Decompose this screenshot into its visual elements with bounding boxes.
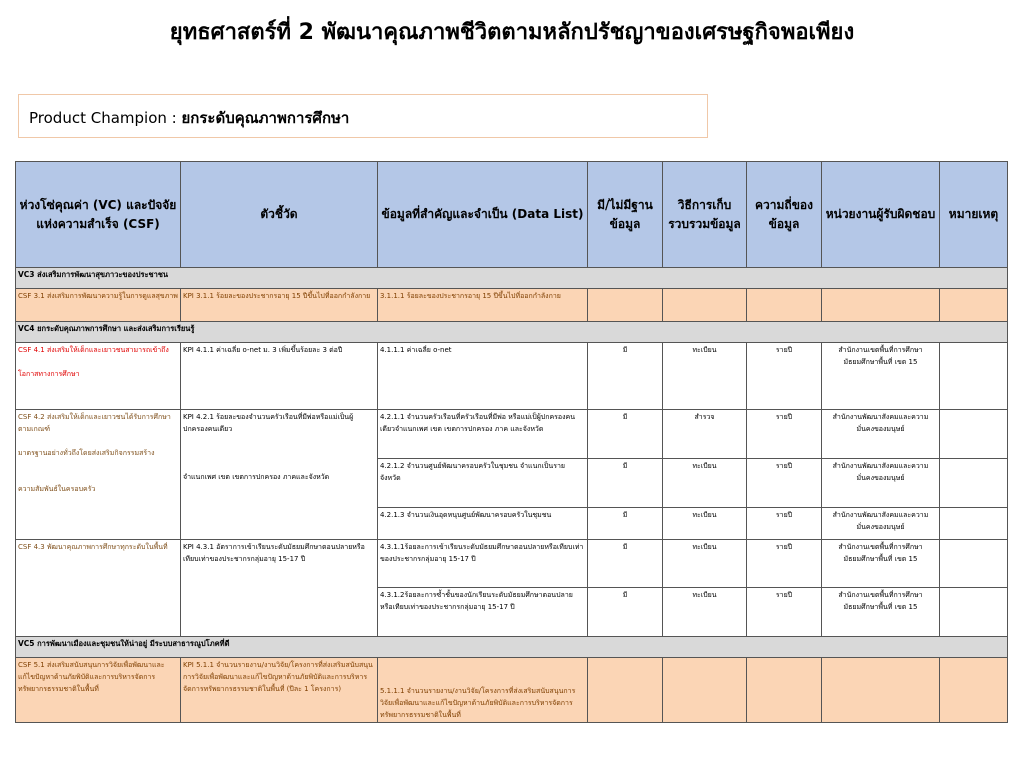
kpi-4-2-1-line2: จำแนกเพศ เขต เขตการปกครอง ภาคและจังหวัด (183, 473, 330, 481)
csf-4-1-line1: CSF 4.1 ส่งเสริมให้เด็กและเยาวชนสามารถเข้าถึง (18, 346, 169, 354)
data-5-1-1-1: 5.1.1.1 จำนวนรายงาน/งานวิจัย/โครงการที่ส่งเสริมสนับสนุนการวิจัยเพื่อพัฒนาและแก้ไขปัญหาด้านภัยพิบัติและการบริหารจัดการทรัพยากรธรรมชาติในพื้นที่ (378, 658, 588, 723)
cell-has: มี (588, 540, 663, 588)
table-row (16, 289, 1008, 322)
cell-unit: สำนักงานเขตพื้นที่การศึกษามัธยมศึกษาพื้นที่ เขต 15 (822, 343, 940, 410)
header-kpi: ตัวชี้วัด (181, 162, 378, 268)
kpi-4-3-1: KPI 4.3.1 อัตราการเข้าเรียนระดับมัธยมศึกษาตอนปลายหรือเทียบเท่าของประชากรกลุ่มอายุ 15-17 ปี (181, 540, 378, 637)
header-row (16, 162, 1008, 268)
cell-has: มี (588, 410, 663, 459)
cell-frequency: รายปี (747, 588, 822, 637)
product-champion-box (18, 94, 708, 138)
section-row-vc3 (16, 268, 1008, 289)
cell-has: มี (588, 588, 663, 637)
cell-method: ทะเบียน (663, 588, 747, 637)
data-4-2-1-3: 4.2.1.3 จำนวนเงินอุดหนุนศูนย์พัฒนาครอบครัวในชุมชน (378, 508, 588, 540)
champion-label: Product Champion : (29, 109, 182, 127)
csf-4-1 (16, 343, 181, 410)
strategy-table (15, 161, 1008, 723)
page-title: ยุทธศาสตร์ที่ 2 พัฒนาคุณภาพชีวิตตามหลักปรัชญาของเศรษฐกิจพอเพียง (169, 20, 855, 45)
section-vc3: VC3 ส่งเสริมการพัฒนาสุขภาวะของประชาชน (16, 268, 1008, 289)
data-4-3-1-1: 4.3.1.1ร้อยละการเข้าเรียนระดับมัธยมศึกษาตอนปลายหรือเทียบเท่าของประชากรกลุ่มอายุ 15-17 ปี (378, 540, 588, 588)
section-row-vc4 (16, 322, 1008, 343)
csf-4-2-line1: CSF 4.2 ส่งเสริมให้เด็กและเยาวชนได้รับการศึกษาตามเกณฑ์ (18, 413, 171, 433)
cell-method: ทะเบียน (663, 508, 747, 540)
csf-4-1-line2: โอกาสทางการศึกษา (18, 370, 80, 378)
cell-method: ทะเบียน (663, 343, 747, 410)
csf-4-2-line2: มาตรฐานอย่างทั่วถึงโดยส่งเสริมกิจกรรมสร้าง (18, 449, 155, 457)
data-4-3-1-2: 4.3.1.2ร้อยละการซ้ำชั้นของนักเรียนระดับมัธยมศึกษาตอนปลายหรือเทียบเท่าของประชากรกลุ่มอายุ 15-17 ปี (378, 588, 588, 637)
cell-unit: สำนักงานพัฒนาสังคมและความมั่นคงของมนุษย์ (822, 508, 940, 540)
table-row (16, 343, 1008, 410)
cell-unit: สำนักงานเขตพื้นที่การศึกษามัธยมศึกษาพื้นที่ เขต 15 (822, 588, 940, 637)
cell-frequency: รายปี (747, 459, 822, 508)
table-row (16, 658, 1008, 723)
cell-unit: สำนักงานเขตพื้นที่การศึกษามัธยมศึกษาพื้นที่ เขต 15 (822, 540, 940, 588)
cell-has: มี (588, 343, 663, 410)
cell-frequency: รายปี (747, 410, 822, 459)
data-4-1-1-1: 4.1.1.1 ค่าเฉลี่ย o-net (378, 343, 588, 410)
cell-has: มี (588, 508, 663, 540)
cell-has: มี (588, 459, 663, 508)
csf-5-1: CSF 5.1 ส่งเสริมสนับสนุนการวิจัยเพื่อพัฒนาและแก้ไขปัญหาด้านภัยพิบัติและการบริหารจัดการทรัพยากรธรรมชาติในพื้นที่ (16, 658, 181, 723)
cell-unit: สำนักงานพัฒนาสังคมและความมั่นคงของมนุษย์ (822, 410, 940, 459)
champion-value: ยกระดับคุณภาพการศึกษา (181, 109, 350, 127)
kpi-4-2-1-line1: KPI 4.2.1 ร้อยละของจำนวนครัวเรือนที่มีพ่อหรือแม่เป็นผู้ปกครองคนเดียว (183, 413, 354, 433)
csf-4-2 (16, 410, 181, 540)
header-responsible-unit: หน่วยงานผู้รับผิดชอบ (822, 162, 940, 268)
csf-3-1: CSF 3.1 ส่งเสริมการพัฒนาความรู้ในการดูแลสุขภาพ (16, 289, 181, 322)
header-frequency: ความถี่ของข้อมูล (747, 162, 822, 268)
cell-frequency: รายปี (747, 540, 822, 588)
cell-method: สำรวจ (663, 410, 747, 459)
kpi-5-1-1: KPI 5.1.1 จำนวนรายงาน/งานวิจัย/โครงการที่ส่งเสริมสนับสนุนการวิจัยเพื่อพัฒนาและแก้ไขปัญหาด้านภัยพิบัติและการบริหารจัดการทรัพยากรธรรมชาติในพื้นที่ (ปีละ 1 โครงการ) (181, 658, 378, 723)
cell-method: ทะเบียน (663, 459, 747, 508)
header-method: วิธีการเก็บรวบรวมข้อมูล (663, 162, 747, 268)
kpi-4-1-1: KPI 4.1.1 ค่าเฉลี่ย o-net ม. 3 เพิ่มขึ้นร้อยละ 3 ต่อปี (181, 343, 378, 410)
section-row-vc5 (16, 637, 1008, 658)
cell-frequency: รายปี (747, 343, 822, 410)
header-note: หมายเหตุ (940, 162, 1008, 268)
data-3-1-1-1: 3.1.1.1 ร้อยละของประชากรอายุ 15 ปีขึ้นไปที่ออกกำลังกาย (378, 289, 588, 322)
header-vc: ห่วงโซ่คุณค่า (VC) และปัจจัยแห่งความสำเร็จ (CSF) (16, 162, 181, 268)
cell-unit: สำนักงานพัฒนาสังคมและความมั่นคงของมนุษย์ (822, 459, 940, 508)
header-has-database: มี/ไม่มีฐานข้อมูล (588, 162, 663, 268)
section-vc4: VC4 ยกระดับคุณภาพการศึกษา และส่งเสริมการเรียนรู้ (16, 322, 1008, 343)
kpi-3-1-1: KPI 3.1.1 ร้อยละของประชากรอายุ 15 ปีขึ้นไปที่ออกกำลังกาย (181, 289, 378, 322)
kpi-4-2-1 (181, 410, 378, 540)
section-vc5: VC5 การพัฒนาเมืองและชุมชนให้น่าอยู่ มีระบบสาธารณูปโภคที่ดี (16, 637, 1008, 658)
csf-4-2-line3: ความสัมพันธ์ในครอบครัว (18, 485, 96, 493)
data-4-2-1-1: 4.2.1.1 จำนวนครัวเรือนที่ครัวเรือนที่มีพ่อ หรือแม่เป็ผู้ปกครองคนเดียวจำแนกเพศ เขต เขตการปกครอง ภาค และจังหวัด (378, 410, 588, 459)
table-row (16, 540, 1008, 588)
cell-method: ทะเบียน (663, 540, 747, 588)
csf-4-3: CSF 4.3 พัฒนาคุณภาพการศึกษาทุกระดับในพื้นที่ (16, 540, 181, 637)
header-data-list: ข้อมูลที่สำคัญและจำเป็น (Data List) (378, 162, 588, 268)
data-4-2-1-2: 4.2.1.2 จำนวนศูนย์พัฒนาครอบครัวในชุมชน จำแนกเป็นรายจังหวัด (378, 459, 588, 508)
table-row (16, 410, 1008, 459)
cell-frequency: รายปี (747, 508, 822, 540)
